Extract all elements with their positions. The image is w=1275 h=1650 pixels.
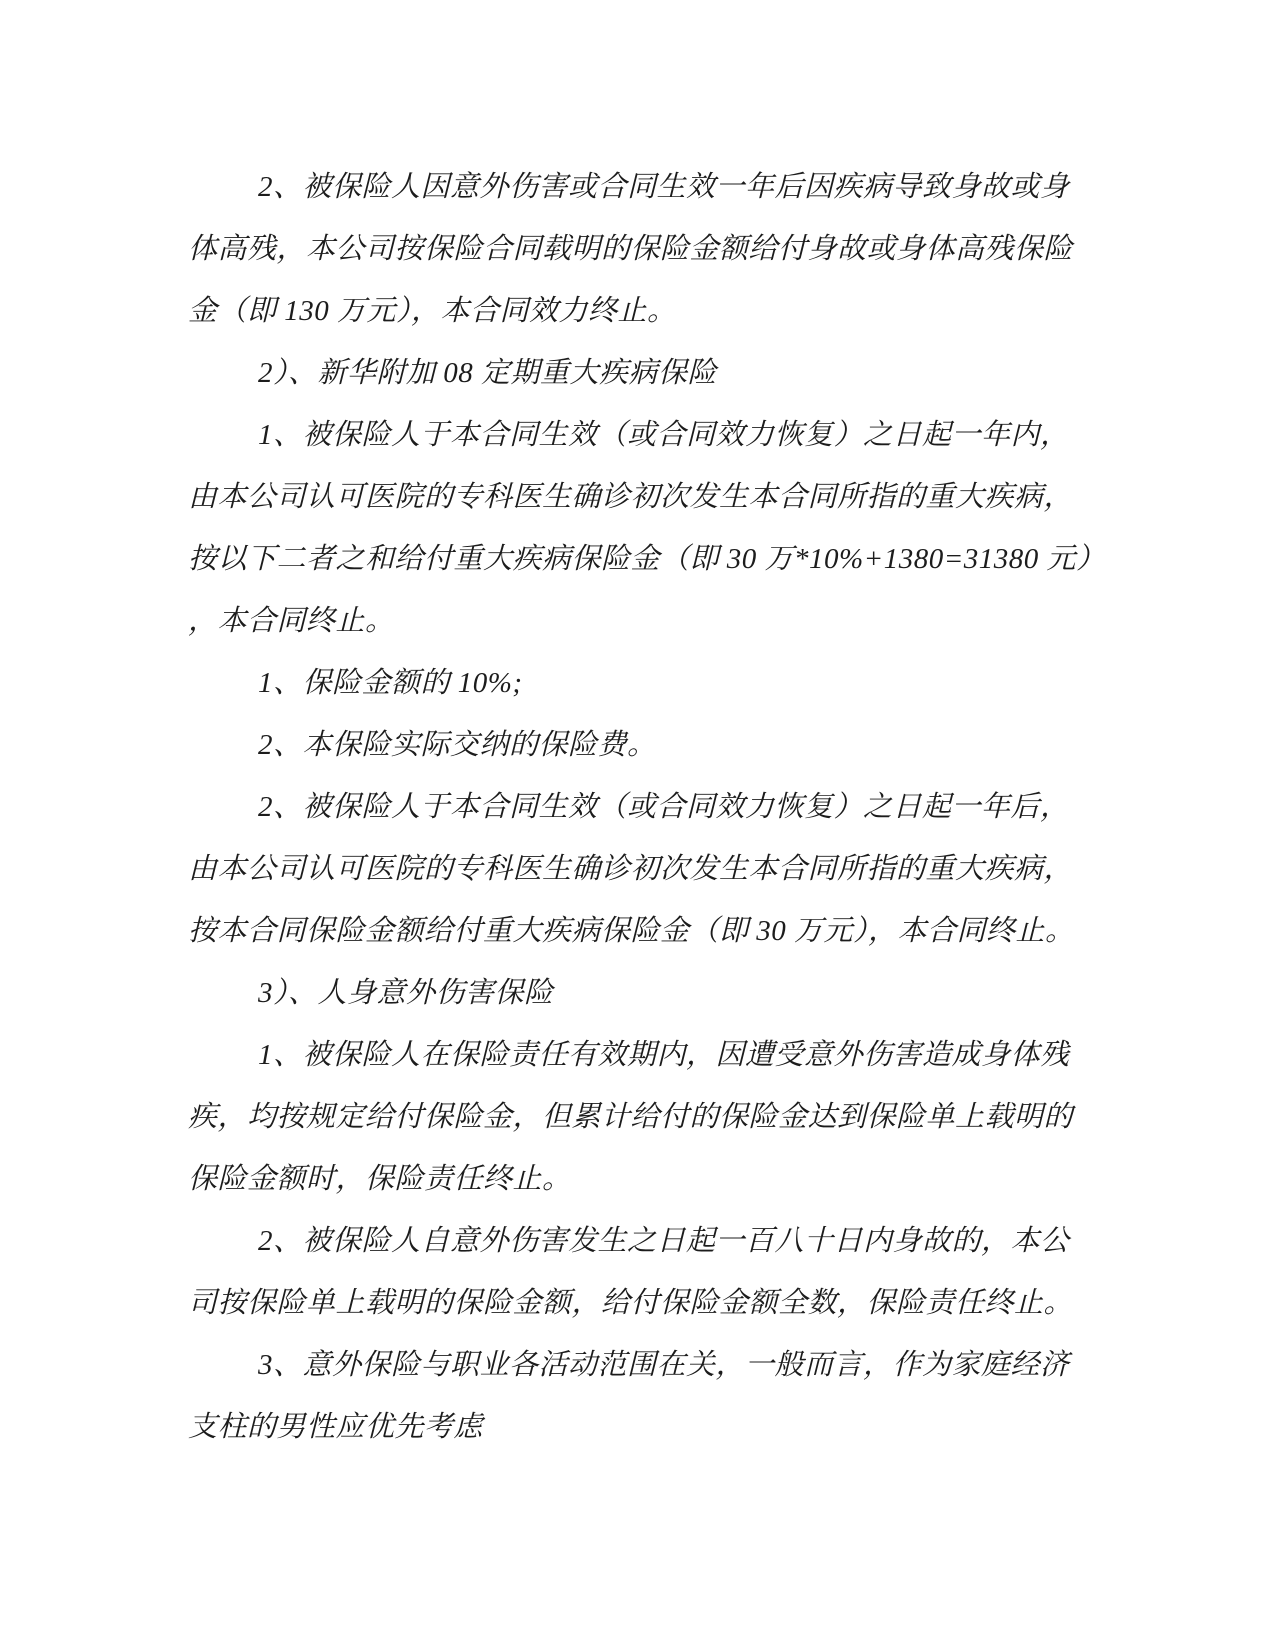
text-line: 1、被保险人在保险责任有效期内，因遭受意外伤害造成身体残 [258, 1039, 1070, 1071]
text-line: 2、被保险人因意外伤害或合同生效一年后因疾病导致身故或身 [258, 171, 1070, 203]
text-line: 疾，均按规定给付保险金，但累计给付的保险金达到保险单上载明的 [188, 1101, 1074, 1133]
text-line: 按本合同保险金额给付重大疾病保险金（即 30 万元），本合同终止。 [188, 915, 1075, 947]
text-line: 司按保险单上载明的保险金额，给付保险金额全数，保险责任终止。 [188, 1287, 1074, 1319]
text-line: 由本公司认可医院的专科医生确诊初次发生本合同所指的重大疾病， [188, 853, 1074, 885]
text-line: 3、意外保险与职业各活动范围在关，一般而言，作为家庭经济 [258, 1349, 1070, 1381]
text-line: 1、被保险人于本合同生效（或合同效力恢复）之日起一年内， [258, 419, 1070, 451]
text-line: 1、保险金额的 10%; [258, 667, 523, 699]
text-line: 由本公司认可医院的专科医生确诊初次发生本合同所指的重大疾病， [188, 481, 1074, 513]
text-line: 2、被保险人自意外伤害发生之日起一百八十日内身故的，本公 [258, 1225, 1070, 1257]
document-body-text [188, 156, 1106, 1458]
text-line: 3）、人身意外伤害保险 [258, 977, 554, 1009]
text-line: 体高残，本公司按保险合同载明的保险金额给付身故或身体高残保险 [188, 233, 1074, 265]
text-line: 2）、新华附加 08 定期重大疾病保险 [258, 357, 718, 389]
text-line: 支柱的男性应优先考虑 [188, 1411, 484, 1443]
text-line: 金（即 130 万元），本合同效力终止。 [188, 295, 677, 327]
text-line: ，本合同终止。 [188, 605, 395, 637]
text-line: 按以下二者之和给付重大疾病保险金（即 30 万*10%+1380=31380 元） [188, 543, 1106, 575]
text-line: 保险金额时，保险责任终止。 [188, 1163, 572, 1195]
text-line: 2、本保险实际交纳的保险费。 [258, 729, 657, 761]
text-line: 2、被保险人于本合同生效（或合同效力恢复）之日起一年后， [258, 791, 1070, 823]
